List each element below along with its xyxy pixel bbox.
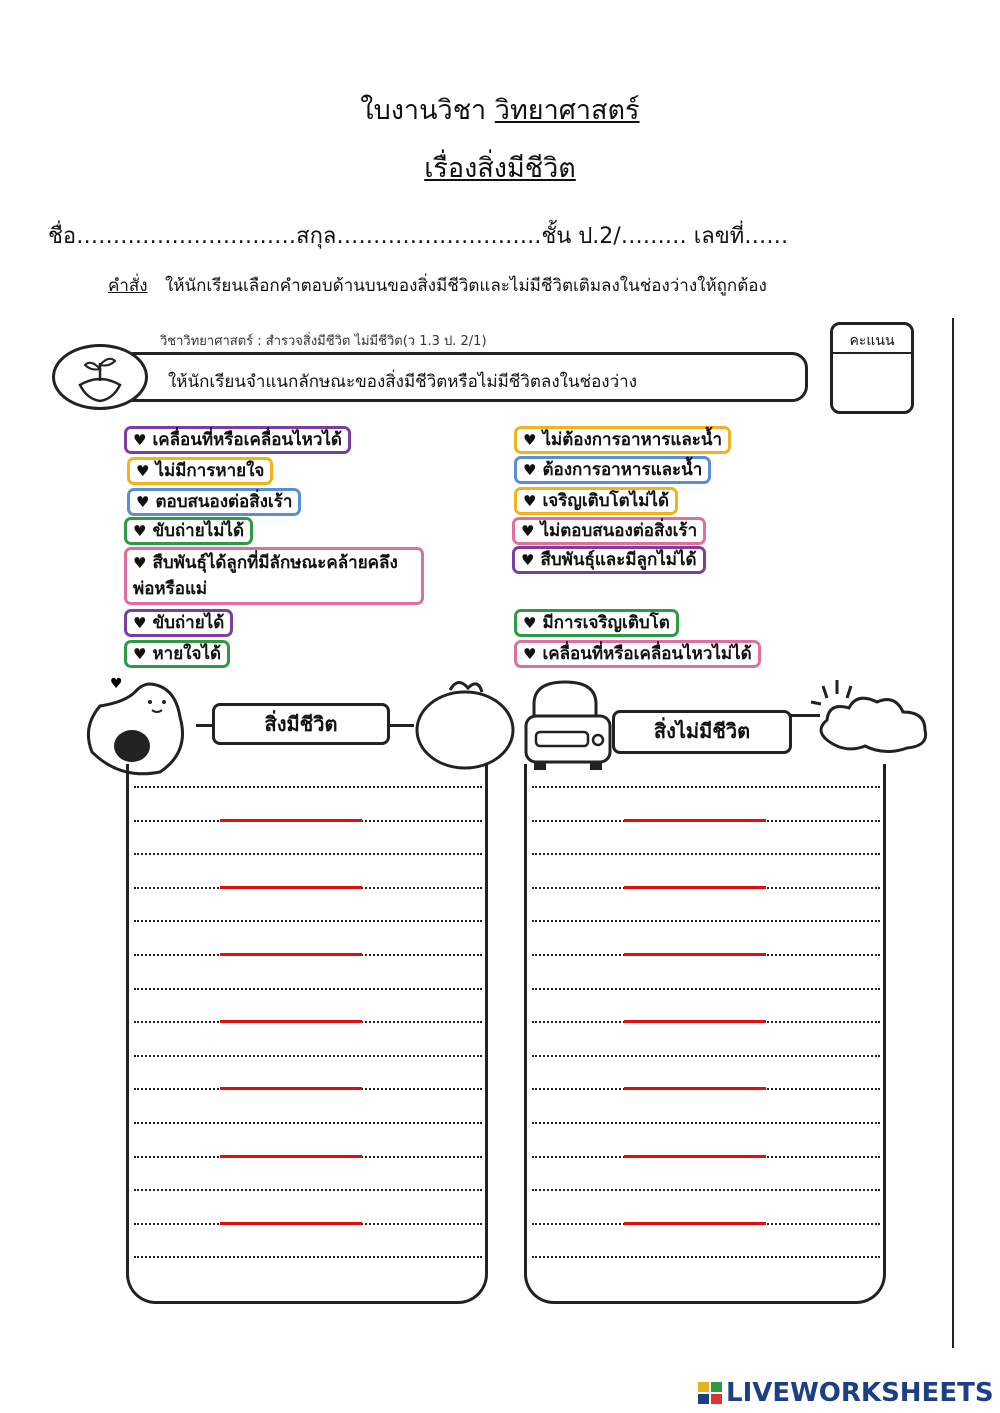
heart-icon: ♥: [133, 614, 147, 632]
instruction-label: คำสั่ง: [108, 276, 148, 296]
instruction: [108, 272, 767, 299]
option-chip[interactable]: ♥ ขับถ่ายไม่ได้: [124, 517, 253, 545]
score-divider: [830, 352, 914, 354]
living-answer-blank[interactable]: [220, 953, 362, 956]
title-subject: วิทยาศาสตร์: [494, 95, 640, 126]
heart-icon: ♥: [523, 461, 537, 479]
heart-icon: ♥: [133, 554, 147, 572]
dotted-line: [532, 1256, 880, 1258]
dotted-line: [134, 920, 482, 922]
dotted-line: [532, 786, 880, 788]
dotted-line: [134, 1256, 482, 1258]
heart-icon: ♥: [133, 431, 147, 449]
option-chip[interactable]: ♥ ไม่ต้องการอาหารและน้ำ: [514, 426, 731, 454]
margin-line: [952, 318, 954, 1348]
living-answer-blank[interactable]: [220, 1020, 362, 1023]
dotted-line: [134, 1189, 482, 1191]
living-answer-blank[interactable]: [220, 819, 362, 822]
svg-text:♥: ♥: [110, 676, 123, 692]
dotted-line: [134, 1122, 482, 1124]
option-chip[interactable]: ♥ หายใจได้: [124, 640, 230, 668]
liveworksheets-logo: LIVEWORKSHEETS: [726, 1378, 994, 1408]
option-chip[interactable]: ♥ ตอบสนองต่อสิ่งเร้า: [127, 488, 301, 516]
worksheet-title: [0, 88, 1000, 131]
dotted-line: [532, 920, 880, 922]
nonliving-answer-blank[interactable]: [624, 1087, 766, 1090]
dotted-line: [134, 1055, 482, 1057]
option-chip[interactable]: ♥ ไม่ตอบสนองต่อสิ่งเร้า: [512, 517, 706, 545]
option-chip[interactable]: ♥ เคลื่อนที่หรือเคลื่อนไหวได้: [124, 426, 351, 454]
option-chip[interactable]: ♥ เคลื่อนที่หรือเคลื่อนไหวไม่ได้: [514, 640, 761, 668]
heart-icon: ♥: [523, 431, 537, 449]
worksheet-subtitle: เรื่องสิ่งมีชีวิต: [424, 153, 576, 184]
heart-icon: ♥: [136, 462, 150, 480]
nonliving-answer-blank[interactable]: [624, 886, 766, 889]
liveworksheets-logo-icon: [698, 1382, 722, 1404]
dotted-line: [532, 1189, 880, 1191]
dotted-line: [532, 853, 880, 855]
heart-icon: ♥: [136, 493, 150, 511]
dotted-line: [532, 1055, 880, 1057]
dotted-line: [532, 988, 880, 990]
heart-icon: ♥: [133, 645, 147, 663]
subject-line: วิชาวิทยาศาสตร์ : สำรวจสิ่งมีชีวิต ไม่มีชีวิต(ว 1.3 ป. 2/1): [160, 334, 487, 349]
option-chip[interactable]: ♥ ไม่มีการหายใจ: [127, 457, 273, 485]
dotted-line: [134, 786, 482, 788]
heart-icon: ♥: [523, 614, 537, 632]
score-label: คะแนน: [849, 333, 895, 349]
cloud-icon: [805, 680, 940, 760]
banner-text: ให้นักเรียนจำแนกลักษณะของสิ่งมีชีวิตหรือไม่มีชีวิตลงในช่องว่าง: [168, 372, 637, 392]
dotted-line: [532, 1122, 880, 1124]
option-chip[interactable]: ♥ ขับถ่ายได้: [124, 609, 233, 637]
connector-line: [388, 724, 414, 727]
connector-line: [790, 714, 820, 717]
option-chip[interactable]: ♥ สืบพันธุ์และมีลูกไม่ได้: [512, 546, 706, 574]
student-info-line: ชื่อ…………………………สกุล……………………….ชั้น ป.2/……… เลขที่……: [48, 224, 789, 249]
plant-globe-icon: [52, 344, 148, 410]
nonliving-answer-blank[interactable]: [624, 1155, 766, 1158]
living-answer-blank[interactable]: [220, 1222, 362, 1225]
heart-icon: ♥: [523, 645, 537, 663]
option-chip[interactable]: ♥ เจริญเติบโตไม่ได้: [514, 487, 678, 515]
tomato-icon: [410, 672, 520, 772]
instruction-text: ให้นักเรียนเลือกคำตอบด้านบนของสิ่งมีชีวิตและไม่มีชีวิตเติมลงในช่องว่างให้ถูกต้อง: [165, 276, 767, 296]
dotted-line: [134, 988, 482, 990]
toaster-icon: [520, 674, 615, 774]
option-chip[interactable]: ♥ ต้องการอาหารและน้ำ: [514, 456, 711, 484]
dotted-line: [134, 853, 482, 855]
nonliving-answer-blank[interactable]: [624, 819, 766, 822]
nonliving-heading: สิ่งไม่มีชีวิต: [612, 710, 792, 754]
option-chip[interactable]: ♥ มีการเจริญเติบโต: [514, 609, 679, 637]
heart-icon: ♥: [523, 492, 537, 510]
heart-icon: ♥: [133, 522, 147, 540]
living-heading: สิ่งมีชีวิต: [212, 703, 390, 745]
nonliving-answer-blank[interactable]: [624, 1020, 766, 1023]
living-answer-blank[interactable]: [220, 886, 362, 889]
title-prefix: ใบงานวิชา: [360, 95, 487, 126]
heart-icon: ♥: [521, 522, 535, 540]
living-answer-blank[interactable]: [220, 1087, 362, 1090]
nonliving-answer-blank[interactable]: [624, 1222, 766, 1225]
nonliving-answer-blank[interactable]: [624, 953, 766, 956]
heart-icon: ♥: [521, 551, 535, 569]
option-chip[interactable]: ♥ สืบพันธุ์ได้ลูกที่มีลักษณะคล้ายคลึงพ่อหรือแม่: [124, 547, 424, 605]
living-answer-blank[interactable]: [220, 1155, 362, 1158]
